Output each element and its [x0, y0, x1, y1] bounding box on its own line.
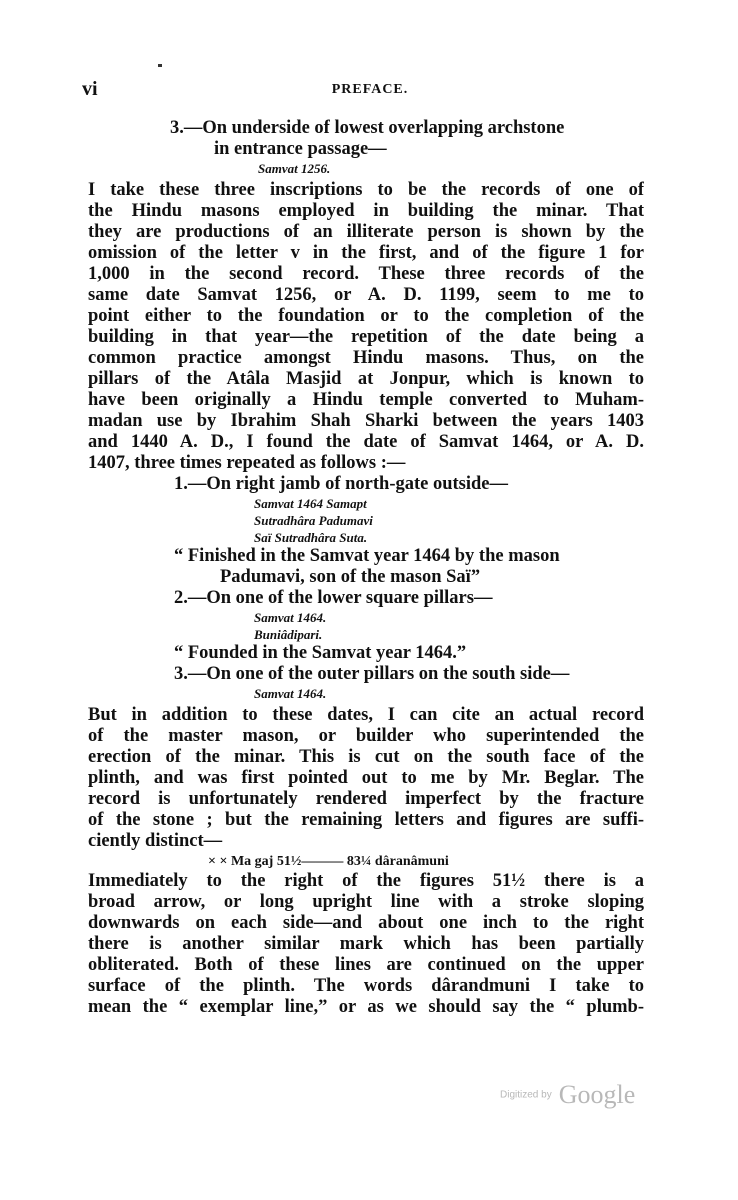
text-line: and 1440 A. D., I found the date of Samvat 1464, or A. D. [88, 432, 644, 452]
text-line: the Hindu masons employed in building the minar. That [88, 201, 644, 221]
text-line: downwards on each side—and about one inch to the right [88, 913, 644, 933]
text-line: of the stone ; but the remaining letters and figures are suffi- [88, 810, 644, 830]
inscription-line: Samvat 1464 Samapt [254, 496, 367, 511]
text-line: 1.—On right jamb of north-gate outside— [174, 474, 509, 494]
page-number: vi [82, 78, 98, 100]
text-line: 3.—On one of the outer pillars on the south side— [174, 664, 570, 684]
text-line: common practice amongst Hindu masons. Thus, on the [88, 348, 644, 368]
text-line: 2.—On one of the lower square pillars— [174, 588, 493, 608]
text-line: Immediately to the right of the figures 51½ there is a [88, 871, 644, 891]
google-logo: Google [558, 1080, 636, 1109]
text-line: in entrance passage— [214, 139, 387, 159]
inscription-line: Buniâdipari. [254, 627, 323, 642]
text-line: building in that year—the repetition of the date being a [88, 327, 644, 347]
text-line: mean the “ exemplar line,” or as we should say the “ plumb- [88, 997, 644, 1017]
inscription-line: Samvat 1464. [254, 686, 327, 701]
text-line: pillars of the Atâla Masjid at Jonpur, which is known to [88, 369, 644, 389]
text-line: they are productions of an illiterate person is shown by the [88, 222, 644, 242]
text-line: record is unfortunately rendered imperfect by the fracture [88, 789, 644, 809]
text-line: I take these three inscriptions to be the records of one of [88, 180, 644, 200]
text-line: of the master mason, or builder who superintended the [88, 726, 644, 746]
text-line: omission of the letter v in the first, and of the figure 1 for [88, 243, 644, 263]
text-line: there is another similar mark which has been partially [88, 934, 644, 954]
text-line: 1407, three times repeated as follows :— [88, 453, 406, 473]
text-line: same date Samvat 1256, or A. D. 1199, seem to me to [88, 285, 644, 305]
inscription-line: Sutradhâra Padumavi [254, 513, 373, 528]
inscription-line: Samvat 1464. [254, 610, 327, 625]
digitized-watermark [500, 1080, 635, 1110]
translation-line: Padumavi, son of the mason Saï” [220, 567, 481, 587]
text-line: ciently distinct— [88, 831, 223, 851]
translation-line: “ Founded in the Samvat year 1464.” [174, 643, 467, 663]
text-line: have been originally a Hindu temple converted to Muham- [88, 390, 644, 410]
running-title: PREFACE. [331, 82, 409, 97]
watermark-prefix: Digitized by [500, 1089, 552, 1101]
text-line: madan use by Ibrahim Shah Sharki between the years 1403 [88, 411, 644, 431]
ink-speck [158, 64, 162, 67]
translation-line: “ Finished in the Samvat year 1464 by the mason [174, 546, 560, 566]
inscription-line: Samvat 1256. [258, 161, 331, 176]
text-line: broad arrow, or long upright line with a stroke sloping [88, 892, 644, 912]
text-line: 1,000 in the second record. These three records of the [88, 264, 644, 284]
text-line: erection of the minar. This is cut on the south face of the [88, 747, 644, 767]
text-line: But in addition to these dates, I can cite an actual record [88, 705, 644, 725]
inscription-record: × × Ma gaj 51½——— 83¼ dâranâmuni [208, 854, 449, 869]
text-line: point either to the foundation or to the completion of the [88, 306, 644, 326]
text-line: 3.—On underside of lowest overlapping archstone [170, 118, 565, 138]
body-text [88, 118, 644, 1018]
text-line: surface of the plinth. The words dârandmuni I take to [88, 976, 644, 996]
text-line: plinth, and was first pointed out to me by Mr. Beglar. The [88, 768, 644, 788]
text-line: obliterated. Both of these lines are continued on the upper [88, 955, 644, 975]
inscription-line: Saï Sutradhâra Suta. [254, 530, 368, 545]
